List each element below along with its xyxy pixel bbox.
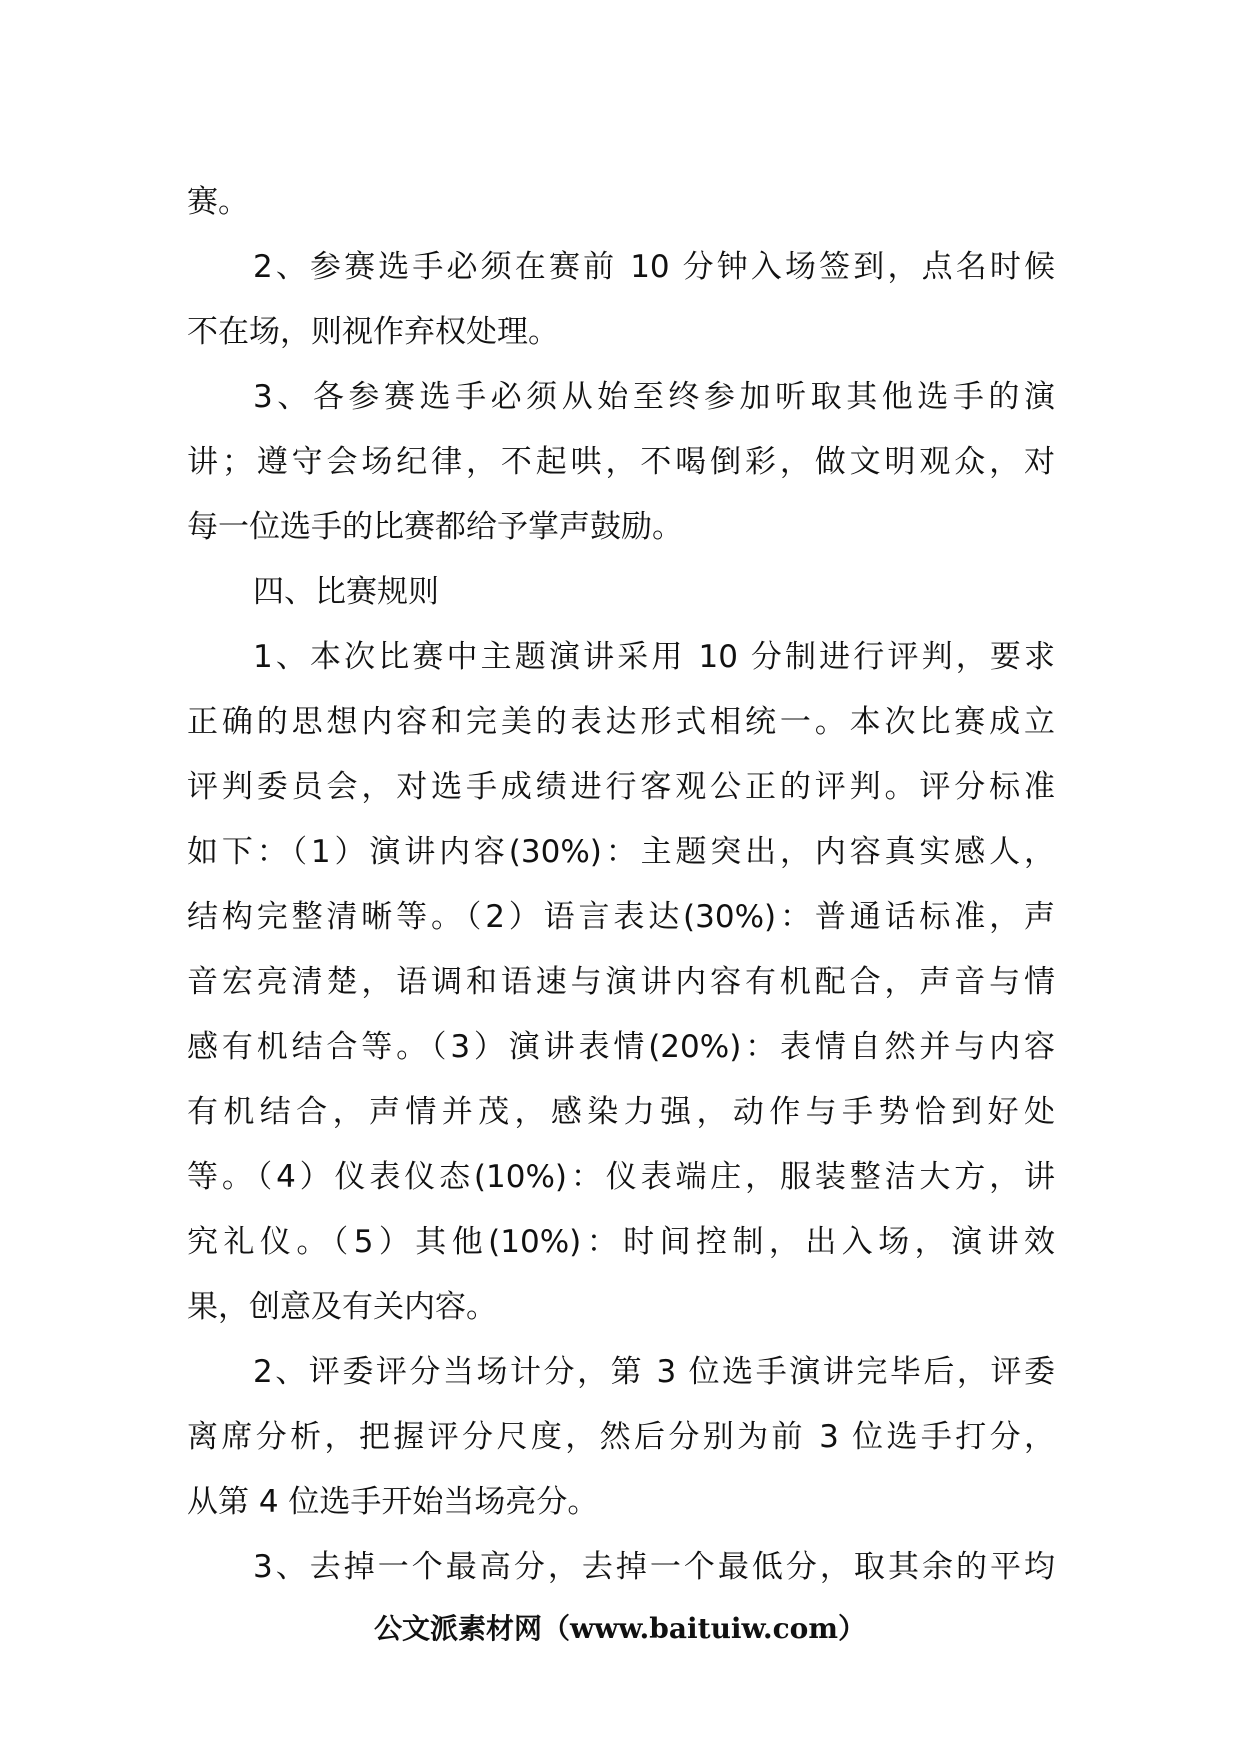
text-line: 2、评委评分当场计分，第 3 位选手演讲完毕后，评委 [253, 1354, 1055, 1390]
document-body [187, 170, 1055, 1600]
text-line: 四、比赛规则 [253, 574, 439, 610]
text-line: 有机结合，声情并茂，感染力强，动作与手势恰到好处 [187, 1094, 1055, 1130]
text-line: 结构完整清晰等。（2）语言表达(30%)：普通话标准，声 [187, 899, 1055, 935]
text-line: 感有机结合等。（3）演讲表情(20%)：表情自然并与内容 [187, 1029, 1055, 1065]
text-line: 赛。 [187, 184, 249, 220]
text-line: 等。（4）仪表仪态(10%)：仪表端庄，服装整洁大方，讲 [187, 1159, 1055, 1195]
text-line: 音宏亮清楚，语调和语速与演讲内容有机配合，声音与情 [187, 964, 1055, 1000]
text-line: 每一位选手的比赛都给予掌声鼓励。 [187, 509, 683, 545]
text-line: 不在场，则视作弃权处理。 [187, 314, 559, 350]
text-line: 讲；遵守会场纪律，不起哄，不喝倒彩，做文明观众，对 [187, 444, 1055, 480]
page-footer: 公文派素材网（www.baituiw.com） [374, 1612, 866, 1645]
text-line: 正确的思想内容和完美的表达形式相统一。本次比赛成立 [187, 704, 1055, 740]
text-line: 从第 4 位选手开始当场亮分。 [187, 1484, 599, 1520]
text-line: 3、去掉一个最高分，去掉一个最低分，取其余的平均 [253, 1549, 1055, 1585]
text-line: 2、参赛选手必须在赛前 10 分钟入场签到，点名时候 [253, 249, 1055, 285]
text-line: 究礼仪。（5）其他(10%)：时间控制，出入场，演讲效 [187, 1224, 1055, 1260]
text-line: 离席分析，把握评分尺度，然后分别为前 3 位选手打分， [187, 1419, 1055, 1455]
text-line: 3、各参赛选手必须从始至终参加听取其他选手的演 [253, 379, 1055, 415]
text-line: 评判委员会，对选手成绩进行客观公正的评判。评分标准 [187, 769, 1055, 805]
text-line: 果，创意及有关内容。 [187, 1289, 497, 1325]
text-line: 1、本次比赛中主题演讲采用 10 分制进行评判，要求 [253, 639, 1055, 675]
text-line: 如下：（1）演讲内容(30%)：主题突出，内容真实感人， [187, 834, 1055, 870]
